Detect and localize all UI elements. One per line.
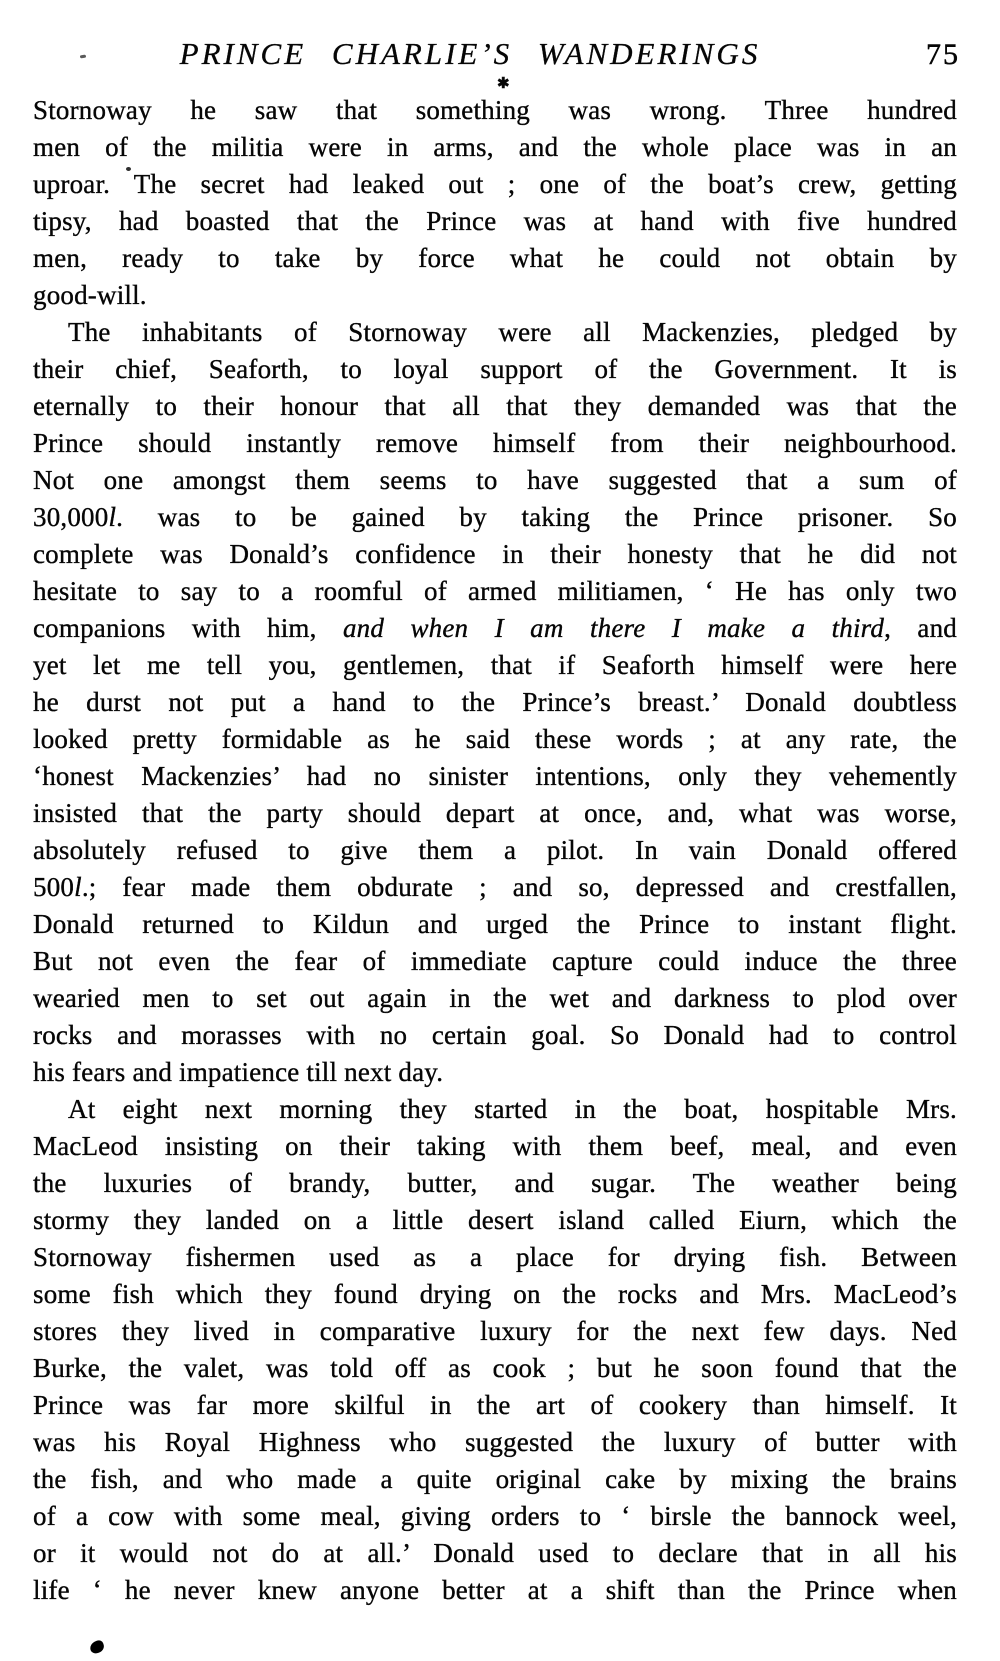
printers-mark-icon: ✱ <box>497 76 510 92</box>
text-line: Prince was far more skilful in the art of cookery than himself. It <box>33 1390 957 1420</box>
text-line: life ‘ he never knew anyone better at a shift than the Prince when <box>33 1575 957 1605</box>
text-line: eternally to their honour that all that they demanded was that the <box>33 391 957 421</box>
text-line: stores they lived in comparative luxury for the next few days. Ned <box>33 1316 957 1346</box>
text-line: ‘honest Mackenzies’ had no sinister intentions, only they vehemently <box>33 761 957 791</box>
text-line: tipsy, had boasted that the Prince was at hand with five hundred <box>33 206 957 236</box>
text-line: their chief, Seaforth, to loyal support of the Government. It is <box>33 354 957 384</box>
text-line: At eight next morning they started in the boat, hospitable Mrs. <box>68 1094 957 1124</box>
text-line: some fish which they found drying on the rocks and Mrs. MacLeod’s <box>33 1279 957 1309</box>
text-line: men of the militia were in arms, and the whole place was in an <box>33 132 957 162</box>
text-line: looked pretty formidable as he said these words ; at any rate, the <box>33 724 957 754</box>
text-line: Stornoway he saw that something was wrong. Three hundred <box>33 95 957 125</box>
text-line: Stornoway fishermen used as a place for drying fish. Between <box>33 1242 957 1272</box>
paragraph <box>33 92 957 314</box>
text-line: Donald returned to Kildun and urged the Prince to instant flight. <box>33 909 957 939</box>
paragraph <box>33 314 957 1091</box>
text-line: or it would not do at all.’ Donald used to declare that in all his <box>33 1538 957 1568</box>
text-line: Burke, the valet, was told off as cook ; but he soon found that the <box>33 1353 957 1383</box>
text-line: his fears and impatience till next day. <box>33 1057 444 1087</box>
text-line: stormy they landed on a little desert island called Eiurn, which the <box>33 1205 957 1235</box>
text-line: insisted that the party should depart at once, and, what was worse, <box>33 798 957 828</box>
text-line: MacLeod insisting on their taking with them beef, meal, and even <box>33 1131 957 1161</box>
text-line: 500l.; fear made them obdurate ; and so, depressed and crestfallen, <box>33 872 957 902</box>
ink-blot <box>88 1639 105 1655</box>
text-line: of a cow with some meal, giving orders to ‘ birsle the bannock weel, <box>33 1501 957 1531</box>
text-line: Not one amongst them seems to have suggested that a sum of <box>33 465 957 495</box>
text-line: 30,000l. was to be gained by taking the Prince prisoner. So <box>33 502 957 532</box>
text-line: hesitate to say to a roomful of armed militiamen, ‘ He has only two <box>33 576 957 606</box>
text-line: But not even the fear of immediate capture could induce the three <box>33 946 957 976</box>
page-number: 75 <box>926 38 960 71</box>
text-line: uproar. The secret had leaked out ; one of the boat’s crew, getting <box>33 169 957 199</box>
text-line: the fish, and who made a quite original cake by mixing the brains <box>33 1464 957 1494</box>
text-line: was his Royal Highness who suggested the luxury of butter with <box>33 1427 957 1457</box>
text-line: rocks and morasses with no certain goal. So Donald had to control <box>33 1020 957 1050</box>
running-header: PRINCE CHARLIE’S WANDERINGS <box>179 36 761 71</box>
text-line: complete was Donald’s confidence in their honesty that he did not <box>33 539 957 569</box>
text-line: Prince should instantly remove himself from their neighbourhood. <box>33 428 957 458</box>
text-line: absolutely refused to give them a pilot. In vain Donald offered <box>33 835 957 865</box>
text-line: companions with him, and when I am there I make a third, and <box>33 613 957 643</box>
page-body <box>33 92 957 1609</box>
text-line: men, ready to take by force what he could not obtain by <box>33 243 957 273</box>
text-line: he durst not put a hand to the Prince’s breast.’ Donald doubtless <box>33 687 957 717</box>
text-line: the luxuries of brandy, butter, and sugar. The weather being <box>33 1168 957 1198</box>
text-line: good-will. <box>33 280 147 310</box>
text-line: wearied men to set out again in the wet and darkness to plod over <box>33 983 957 1013</box>
paragraph <box>33 1091 957 1609</box>
text-line: yet let me tell you, gentlemen, that if Seaforth himself were here <box>33 650 957 680</box>
text-line: The inhabitants of Stornoway were all Mackenzies, pledged by <box>68 317 957 347</box>
